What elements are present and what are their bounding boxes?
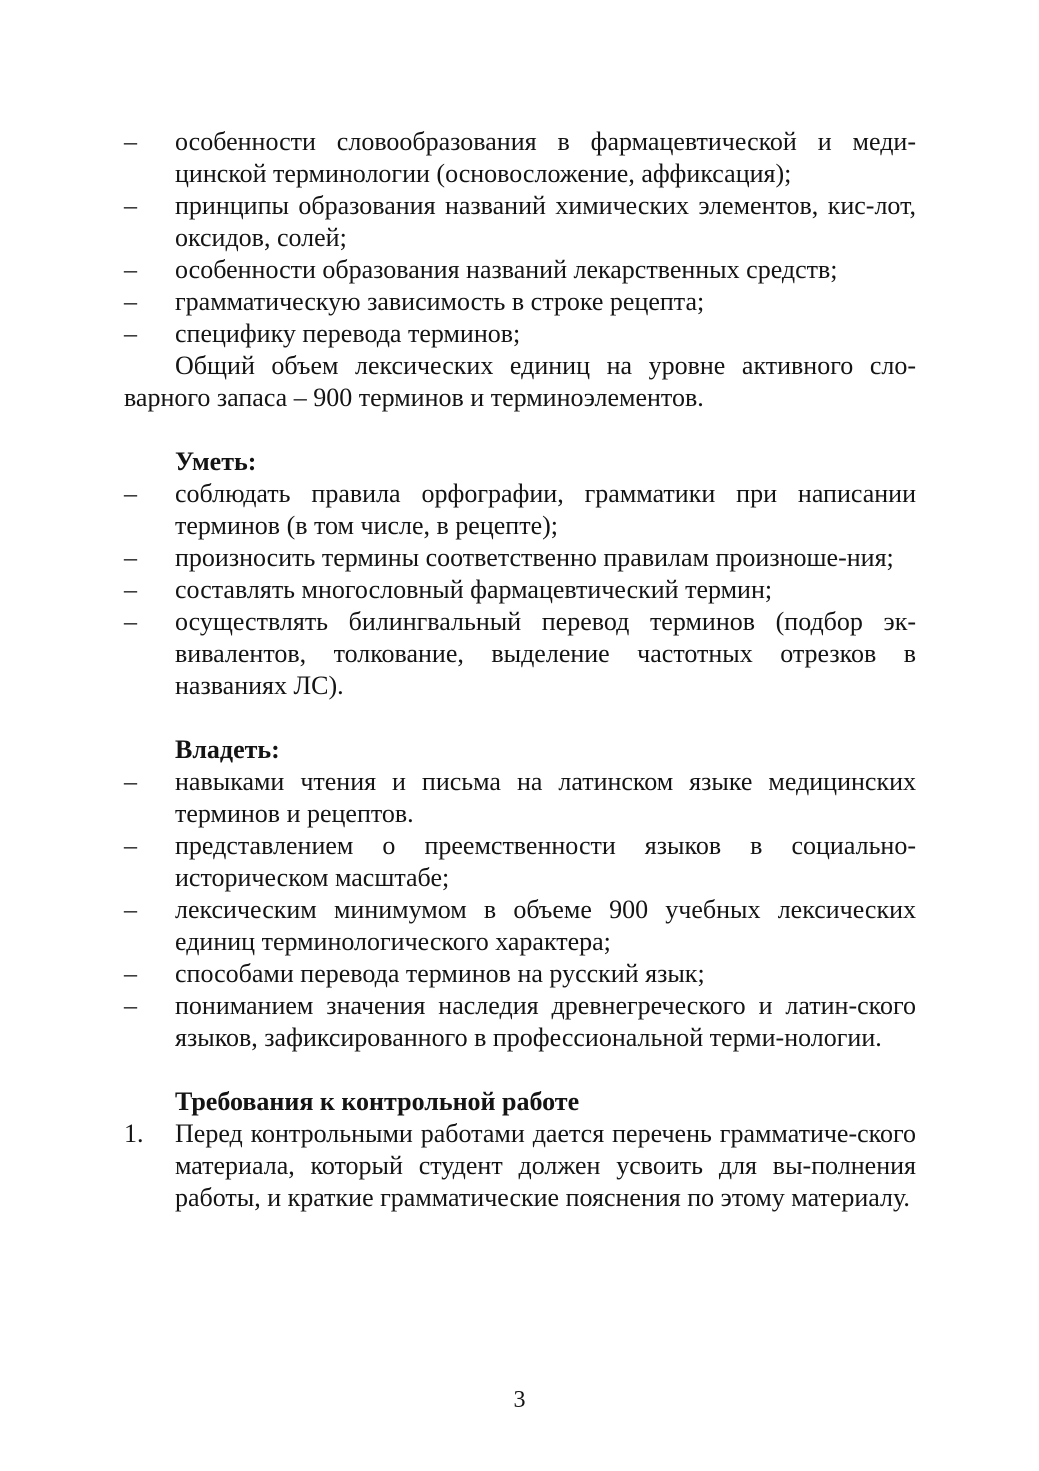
list-item-text: способами перевода терминов на русский язык; bbox=[175, 959, 705, 988]
knowledge-list bbox=[124, 126, 916, 350]
requirements-list bbox=[124, 1118, 916, 1214]
list-item-text: лексическим минимумом в объеме 900 учебных лексических единиц терминологического характера; bbox=[175, 895, 916, 956]
dash-marker: – bbox=[124, 575, 137, 604]
list-item bbox=[124, 478, 916, 542]
list-item bbox=[124, 126, 916, 190]
spacer bbox=[124, 702, 916, 734]
volume-paragraph: Общий объем лексических единиц на уровне активного сло-варного запаса – 900 терминов и терминоэлементов. bbox=[124, 351, 916, 412]
mastery-heading: Владеть: bbox=[175, 735, 280, 764]
list-item bbox=[124, 254, 916, 286]
list-item bbox=[124, 766, 916, 830]
list-item-text: принципы образования названий химических элементов, кис-лот, оксидов, солей; bbox=[175, 191, 916, 252]
list-item-text: пониманием значения наследия древнегреческого и латин-ского языков, зафиксированного в профессиональной терми-нологии. bbox=[175, 991, 916, 1052]
spacer bbox=[124, 414, 916, 446]
dash-marker: – bbox=[124, 319, 137, 348]
dash-marker: – bbox=[124, 831, 137, 860]
list-item bbox=[124, 1118, 916, 1214]
list-item-text: составлять многословный фармацевтический термин; bbox=[175, 575, 773, 604]
list-item bbox=[124, 318, 916, 350]
dash-marker: – bbox=[124, 959, 137, 988]
list-item-text: особенности образования названий лекарственных средств; bbox=[175, 255, 838, 284]
list-item bbox=[124, 990, 916, 1054]
skills-heading: Уметь: bbox=[175, 447, 257, 476]
requirements-heading: Требования к контрольной работе bbox=[175, 1087, 580, 1116]
dash-marker: – bbox=[124, 255, 137, 284]
list-item bbox=[124, 958, 916, 990]
list-item-text: Перед контрольными работами дается перечень грамматиче-ского материала, который студент должен усвоить для вы-полнения работы, и краткие грамматические пояснения по этому материалу. bbox=[175, 1119, 916, 1212]
list-item bbox=[124, 190, 916, 254]
list-item bbox=[124, 894, 916, 958]
spacer bbox=[124, 1054, 916, 1086]
list-item-text: навыками чтения и письма на латинском языке медицинских терминов и рецептов. bbox=[175, 767, 916, 828]
dash-marker: – bbox=[124, 479, 137, 508]
list-item-text: осуществлять билингвальный перевод терминов (подбор эк-вивалентов, толкование, выделение частотных отрезков в названиях ЛС). bbox=[175, 607, 916, 700]
list-item-text: специфику перевода терминов; bbox=[175, 319, 521, 348]
dash-marker: – bbox=[124, 127, 137, 156]
dash-marker: – bbox=[124, 543, 137, 572]
list-item-text: представлением о преемственности языков в социально-историческом масштабе; bbox=[175, 831, 916, 892]
page-number: 3 bbox=[513, 1387, 526, 1413]
document-page bbox=[124, 126, 916, 1214]
list-item bbox=[124, 542, 916, 574]
dash-marker: – bbox=[124, 895, 137, 924]
list-item-text: соблюдать правила орфографии, грамматики при написании терминов (в том числе, в рецепте); bbox=[175, 479, 916, 540]
skills-list bbox=[124, 478, 916, 702]
mastery-list bbox=[124, 766, 916, 1054]
list-item bbox=[124, 574, 916, 606]
dash-marker: – bbox=[124, 991, 137, 1020]
list-item bbox=[124, 286, 916, 318]
dash-marker: – bbox=[124, 287, 137, 316]
dash-marker: – bbox=[124, 191, 137, 220]
list-item bbox=[124, 830, 916, 894]
list-item-text: грамматическую зависимость в строке рецепта; bbox=[175, 287, 705, 316]
number-marker: 1. bbox=[124, 1119, 144, 1148]
list-item-text: произносить термины соответственно правилам произноше-ния; bbox=[175, 543, 894, 572]
dash-marker: – bbox=[124, 607, 137, 636]
list-item-text: особенности словообразования в фармацевтической и меди-цинской терминологии (основосложение, аффиксация); bbox=[175, 127, 916, 188]
list-item bbox=[124, 606, 916, 702]
dash-marker: – bbox=[124, 767, 137, 796]
